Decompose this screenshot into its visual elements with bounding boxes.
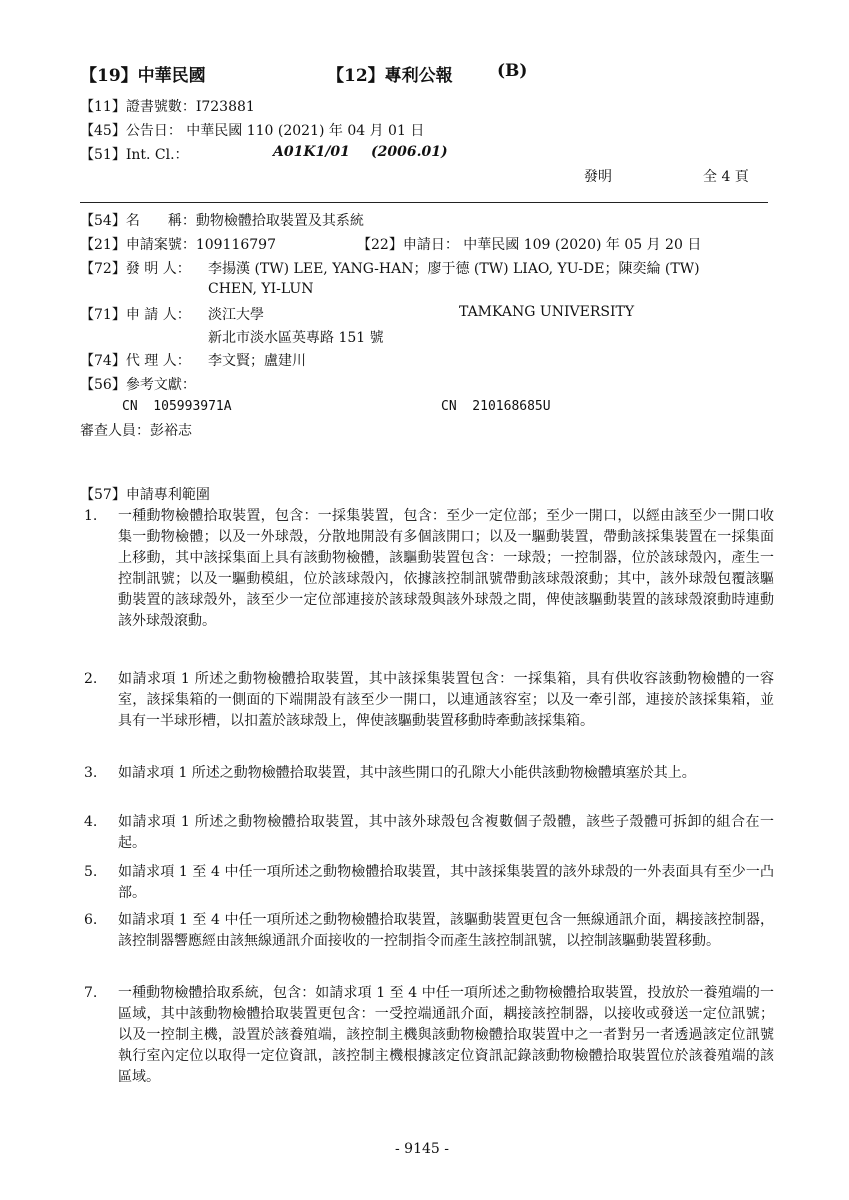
claim-item [84,763,774,784]
claim-item [84,812,774,854]
agent-names: 李文賢；盧建川 [208,353,306,369]
applicant-english-name: TAMKANG UNIVERSITY [459,304,635,320]
claim-item [84,669,774,732]
claim-item [84,983,774,1088]
claim-number: 1. [84,508,98,524]
kind-code: (B) [497,61,528,81]
claim-text: 如請求項 1 至 4 中任一項所述之動物檢體拾取裝置，該驅動裝置更包含一無線通訊介面，耦接該控制器，該控制器響應經由該無線通訊介面接收的一控制指令而產生該控制訊號，以控制該驅動裝置移動。 [118,912,774,949]
intcl-version: (2006.01) [371,144,448,160]
claim-text: 一種動物檢體拾取系統，包含：如請求項 1 至 4 中任一項所述之動物檢體拾取裝置，投放於一養殖端的一區域，其中該動物檢體拾取裝置更包含：一受控端通訊介面，耦接該控制器，以接收或發送一定位訊號；以及一控制主機，設置於該養殖端，該控制主機與該動物檢體拾取裝置中之一者對另一者透過該定位訊號執行室內定位以取得一定位資訊，該控制主機根據該定位資訊記錄該動物檢體拾取裝置位於該養殖端的該區域。 [118,985,774,1085]
claim-number: 6. [84,912,98,928]
reference-1: CN 105993971A [122,399,232,414]
claim-item [84,506,774,632]
inventors-line-1: 李揚漢 (TW) LEE, YANG-HAN；廖于德 (TW) LIAO, YU-DE；陳奕綸 (TW) [208,261,700,277]
claim-text: 如請求項 1 至 4 中任一項所述之動物檢體拾取裝置，其中該採集裝置的該外球殼的一外表面具有至少一凸部。 [118,864,774,901]
claim-text: 如請求項 1 所述之動物檢體拾取裝置，其中該外球殼包含複數個子殼體，該些子殼體可拆卸的組合在一起。 [118,814,774,851]
reference-2: CN 210168685U [441,399,551,414]
claim-text: 如請求項 1 所述之動物檢體拾取裝置，其中該採集裝置包含：一採集箱，具有供收容該動物檢體的一容室，該採集箱的一側面的下端開設有該至少一開口，以連通該容室；以及一牽引部，連接於該採集箱，並具有一半球形槽，以扣蓋於該球殼上，俾使該驅動裝置移動時牽動該採集箱。 [118,671,774,729]
applicant-label: 【71】申 請 人： [80,307,191,323]
claim-text: 如請求項 1 所述之動物檢體拾取裝置，其中該些開口的孔隙大小能供該動物檢體填塞於其上。 [118,765,696,781]
claim-number: 3. [84,765,98,781]
applicant-address: 新北市淡水區英專路 151 號 [208,330,384,346]
publication-date: 【45】公告日： 中華民國 110 (2021) 年 04 月 01 日 [80,123,425,139]
examiner: 審查人員：彭裕志 [80,423,192,439]
claim-item [84,862,774,904]
claim-number: 5. [84,864,98,880]
intcl-label: 【51】Int. Cl.： [80,147,189,163]
intcl-code: A01K1/01 [273,144,350,160]
claim-item [84,910,774,952]
certificate-number: 【11】證書號數：I723881 [80,99,255,115]
applicant-name: 淡江大學 [208,307,264,323]
patent-title: 【54】名 稱：動物檢體拾取裝置及其系統 [80,213,364,229]
section-divider [80,202,768,203]
references-label: 【56】參考文獻： [80,377,196,393]
inventors-label: 【72】發 明 人： [80,261,191,277]
claim-number: 4. [84,814,98,830]
agent-label: 【74】代 理 人： [80,353,191,369]
claim-number: 7. [84,985,98,1001]
inventors-line-2: CHEN, YI-LUN [208,281,314,297]
claim-text: 一種動物檢體拾取裝置，包含：一採集裝置，包含：至少一定位部；至少一開口，以經由該至少一開口收集一動物檢體；以及一外球殼，分散地開設有多個該開口；以及一驅動裝置，帶動該採集裝置在一採集面上移動，其中該採集面上具有該動物檢體，該驅動裝置包含：一球殼；一控制器，位於該球殼內，產生一控制訊號；以及一驅動模組，位於該球殼內，依據該控制訊號帶動該球殼滾動；其中，該外球殼包覆該驅動裝置的該球殼外，該至少一定位部連接於該球殼與該外球殼之間，俾使該驅動裝置的該球殼滾動時連動該外球殼滾動。 [118,508,774,629]
category-label: 發明 [584,169,612,185]
page-count: 全 4 頁 [703,169,749,185]
publication-type: 【12】專利公報 [327,66,453,86]
claim-number: 2. [84,671,98,687]
application-date: 【22】申請日： 中華民國 109 (2020) 年 05 月 20 日 [357,237,702,253]
office-label: 【19】中華民國 [80,66,206,86]
page-number: - 9145 - [395,1141,449,1157]
claims-heading: 【57】申請專利範圍 [80,487,210,503]
application-number: 【21】申請案號：109116797 [80,237,276,253]
